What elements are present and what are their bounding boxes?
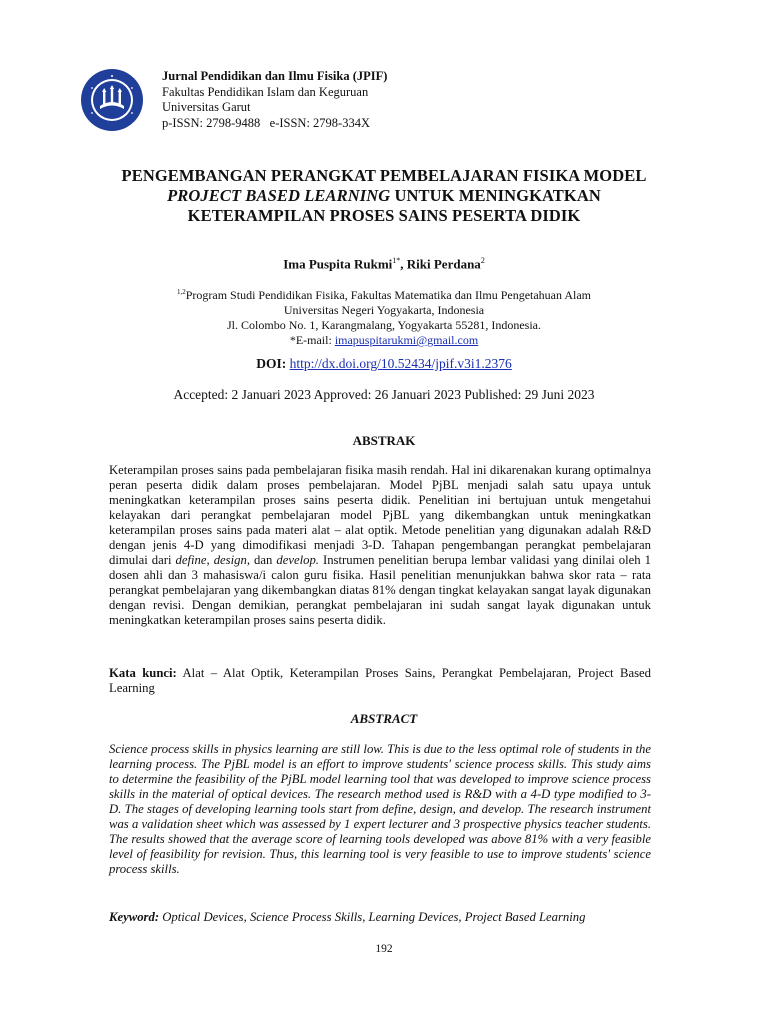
keyword: [109, 910, 651, 925]
pissn: p-ISSN: 2798-9488: [162, 115, 261, 130]
affiliation: [0, 285, 768, 348]
doi-line: [0, 356, 768, 372]
journal-faculty: Fakultas Pendidikan Islam dan Keguruan: [162, 84, 369, 99]
abstract-paragraph: Science process skills in physics learning are still low. This is due to the less optimal role of students in the learning process. The PjBL model is an effort to improve students' science process skills. This study aims to determine the feasibility of the PjBL model learning tool that was developed to improve science process skills in the material of optical devices. The research method used is R&D with a 4-D type modified to 3-D. The stages of developing learning tools start from define, design, and develop. The research instrument was a validation sheet which was assessed by 1 expert lecturer and 3 prospective physics teacher students. The results showed that the average score of learning tools developed was above 81% with a very feasible level of feasibility for revision. Thus, this learning tool is very feasible to use to improve students' science process skills.: [109, 742, 651, 876]
abstrak-text-c: Instrumen penelitian berupa lembar validasi yang dinilai oleh 1 dosen ahli dan 3 mahasiswa/i calon guru fisika. Hasil penelitian menunjukkan bahwa skor rata – rata perangkat pembelajaran yang dikembangkan diatas 81% dengan tingkat kelayakan sangat layak digunakan dengan revisi. Dengan demikian, perangkat pembelajaran ini sudah sangat layak digunakan untuk meningkatkan keterampilan proses sains peserta didik.: [109, 553, 651, 627]
abstrak-italic-1: define, design,: [175, 553, 250, 567]
abstrak-italic-2: develop.: [276, 553, 319, 567]
affiliation-line-3: Jl. Colombo No. 1, Karangmalang, Yogyakarta 55281, Indonesia.: [227, 318, 541, 332]
journal-logo: [80, 68, 144, 132]
paper-title: [60, 166, 708, 226]
email-label: *E-mail:: [289, 333, 335, 347]
author-1-sup: 1*: [392, 256, 401, 265]
eissn: e-ISSN: 2798-334X: [269, 115, 370, 130]
doi-link[interactable]: http://dx.doi.org/10.52434/jpif.v3i1.2376: [289, 356, 512, 371]
doi-label: DOI:: [256, 356, 290, 371]
affiliation-sup: 1,2: [176, 288, 186, 296]
page-number: 192: [375, 943, 393, 955]
title-line-3: KETERAMPILAN PROSES SAINS PESERTA DIDIK: [187, 206, 581, 225]
affiliation-line-2: Universitas Negeri Yogyakarta, Indonesia: [283, 303, 485, 317]
journal-issn: [162, 116, 387, 132]
title-line-2: [60, 186, 708, 206]
kata-kunci: [109, 666, 651, 696]
publication-dates: Accepted: 2 Januari 2023 Approved: 26 Januari 2023 Published: 29 Juni 2023: [173, 387, 595, 402]
journal-name: Jurnal Pendidikan dan Ilmu Fisika (JPIF): [162, 69, 388, 83]
authors: [0, 256, 768, 272]
affiliation-line-1: [0, 285, 768, 303]
author-2: Riki Perdana: [406, 256, 481, 272]
abstrak-text-a: Keterampilan proses sains pada pembelajaran fisika masih rendah. Hal ini dikarenakan kurang optimalnya peran peserta didik dalam proses pembelajaran. Model PjBL menjadi salah satu upaya untuk meningkatkan keterampilan proses sains peserta didik. Penelitian ini bertujuan untuk mengetahui kelayakan dari perangkat pembelajaran model PjBL yang dikembangkan untuk meningkatkan keterampilan proses sains pada materi alat – alat optik. Metode penelitian yang digunakan adalah R&D dengan jenis 4-D yang dimodifikasi menjadi 3-D. Tahapan pengembangan perangkat pembelajaran dimulai dari: [109, 463, 651, 567]
author-separator: ,: [400, 256, 407, 272]
abstract-body: [109, 742, 651, 877]
author-2-sup: 2: [480, 256, 485, 265]
author-1: Ima Puspita Rukmi: [283, 256, 393, 272]
affiliation-program: Program Studi Pendidikan Fisika, Fakultas Matematika dan Ilmu Pengetahuan Alam: [185, 288, 592, 302]
abstrak-heading: ABSTRAK: [352, 433, 416, 448]
abstrak-paragraph: [109, 463, 651, 628]
journal-university: Universitas Garut: [162, 100, 251, 114]
abstract-heading: ABSTRACT: [350, 711, 418, 726]
title-line-2-rest: UNTUK MENINGKATKAN: [390, 186, 601, 205]
affiliation-email-line: [0, 333, 768, 348]
abstrak-text-b: dan: [250, 553, 277, 567]
email-link[interactable]: imapuspitarukmi@gmail.com: [334, 333, 479, 347]
title-line-1: PENGEMBANGAN PERANGKAT PEMBELAJARAN FISIKA MODEL: [121, 166, 647, 185]
title-italic-part: PROJECT BASED LEARNING: [167, 186, 391, 205]
keyword-label: Keyword:: [109, 910, 160, 924]
kata-kunci-text: Alat – Alat Optik, Keterampilan Proses Sains, Perangkat Pembelajaran, Project Based Learning: [109, 666, 651, 695]
journal-header: [162, 69, 387, 131]
keyword-text: Optical Devices, Science Process Skills, Learning Devices, Project Based Learning: [159, 910, 586, 924]
abstrak-body: [109, 463, 651, 628]
kata-kunci-label: Kata kunci:: [109, 666, 177, 680]
